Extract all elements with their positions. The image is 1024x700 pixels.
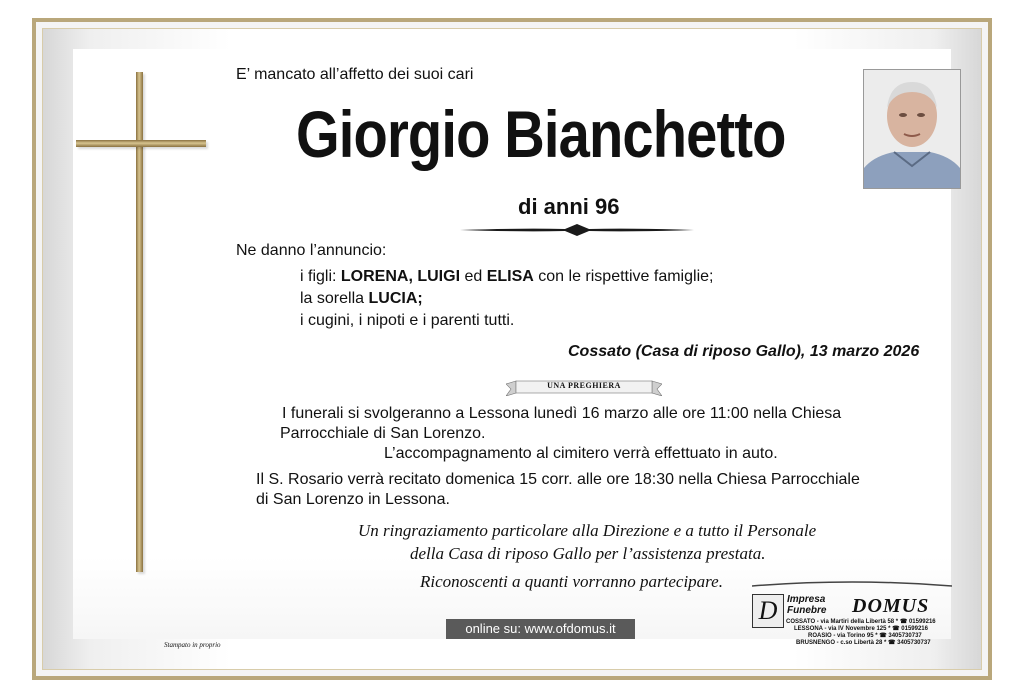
agency-address-3: ROASIO - via Torino 95 * ☎ 3405730737 <box>808 633 922 639</box>
thanks-line-2: della Casa di riposo Gallo per l’assistenza prestata. <box>410 544 766 563</box>
logo-swoosh-icon <box>752 580 952 592</box>
portrait-image <box>864 70 960 188</box>
funeral-line-2: Parrocchiale di San Lorenzo. <box>280 425 486 442</box>
logo-letter: D <box>752 594 784 628</box>
family-line-children-prefix: i figli: <box>300 268 341 285</box>
family-line-children <box>300 268 713 286</box>
thanks-line-3: Riconoscenti a quanti vorranno partecipare. <box>420 572 723 591</box>
divider-ornament-icon <box>460 222 694 238</box>
agency-address-4: BRUSNENGO - c.so Libertà 28 * ☎ 3405730737 <box>796 640 931 646</box>
logo-domus: DOMUS <box>852 595 930 617</box>
rosary-line-2: di San Lorenzo in Lessona. <box>256 491 450 508</box>
sister-name: LUCIA; <box>368 290 423 307</box>
deceased-age: di anni 96 <box>518 194 620 219</box>
family-line-sister <box>300 290 423 308</box>
family-line-sister-prefix: la sorella <box>300 290 369 307</box>
funeral-line-1: I funerali si svolgeranno a Lessona lunedì 16 marzo alle ore 11:00 nella Chiesa <box>282 405 842 422</box>
announce-text: Ne danno l’annuncio: <box>236 242 387 259</box>
cross-icon <box>136 72 143 572</box>
thanks-line-1: Un ringraziamento particolare alla Direzione e a tutto il Personale <box>358 521 817 540</box>
deceased-name: Giorgio Bianchetto <box>296 97 786 171</box>
family-line-children-suffix: con le rispettive famiglie; <box>533 268 714 285</box>
agency-address-2: LESSONA - via IV Novembre 125 * ☎ 01599216 <box>794 626 928 632</box>
intro-text: E’ mancato all’affetto dei suoi cari <box>236 66 474 83</box>
family-line-children-mid: ed <box>460 268 487 285</box>
online-link[interactable]: online su: www.ofdomus.it <box>446 619 635 639</box>
place-date: Cossato (Casa di riposo Gallo), 13 marzo 2026 <box>568 343 920 360</box>
prayer-label: UNA PREGHIERA <box>547 381 621 390</box>
agency-address-1: COSSATO - via Martiri della Libertà 58 * ☎ 01599216 <box>786 619 936 625</box>
deceased-photo <box>863 69 961 189</box>
funeral-line-3: L’accompagnamento al cimitero verrà effettuato in auto. <box>384 445 778 462</box>
children-names: LORENA, LUIGI <box>340 268 461 285</box>
cross-icon-arm <box>76 140 206 147</box>
rosary-line-1: Il S. Rosario verrà recitato domenica 15 corr. alle ore 18:30 nella Chiesa Parrocchiale <box>256 471 860 488</box>
agency-logo <box>752 580 952 648</box>
printed-note: Stampato in proprio <box>164 641 221 649</box>
logo-funebre: Funebre <box>787 605 827 616</box>
child-name-third: ELISA <box>486 268 534 285</box>
family-line-relatives: i cugini, i nipoti e i parenti tutti. <box>300 312 515 329</box>
logo-impresa: Impresa <box>787 594 826 605</box>
